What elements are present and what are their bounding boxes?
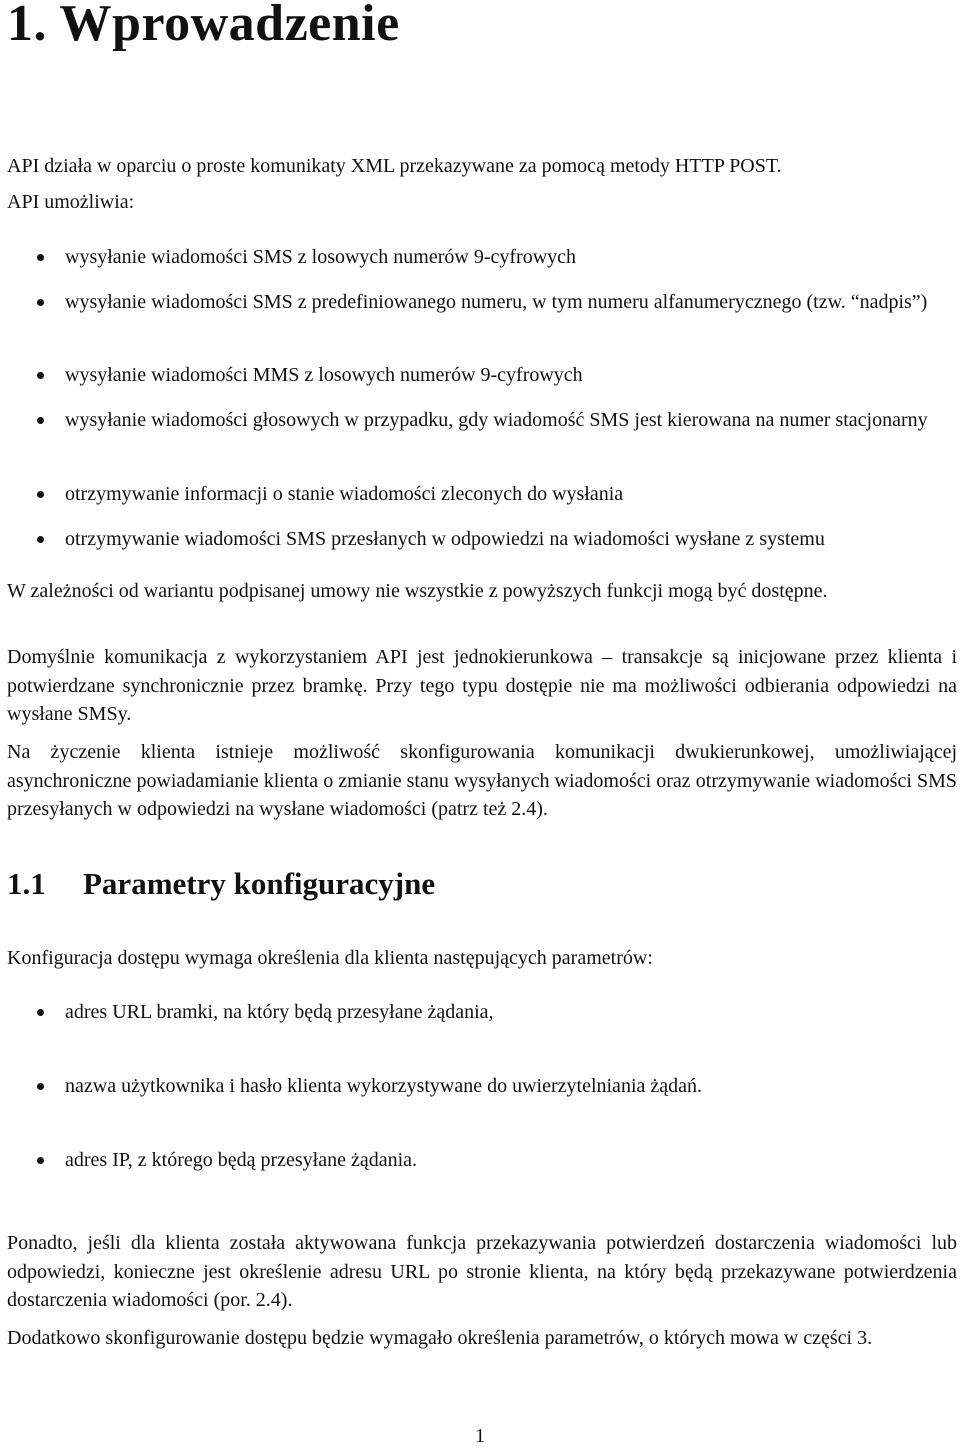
bullet-icon: [37, 1157, 44, 1164]
section-number: 1.1: [7, 866, 46, 901]
bullet-icon: [37, 491, 44, 498]
intro-paragraph-1: API działa w oparciu o proste komunikaty XML przekazywane za pomocą metody HTTP POST.: [7, 155, 782, 177]
list-item-text: otrzymywanie wiadomości SMS przesłanych w odpowiedzi na wiadomości wysłane z systemu: [65, 528, 825, 550]
page-number: 1: [475, 1425, 485, 1447]
list-item-text: wysyłanie wiadomości SMS z predefiniowanego numeru, w tym numeru alfanumerycznego (tzw. “nadpis”): [65, 291, 928, 313]
list-item-text: wysyłanie wiadomości głosowych w przypadku, gdy wiadomość SMS jest kierowana na numer stacjonarny: [65, 409, 928, 431]
list-item: [65, 243, 957, 272]
bullet-icon: [37, 1009, 44, 1016]
list-item: [65, 480, 957, 509]
communication-paragraph: Domyślnie komunikacja z wykorzystaniem API jest jednokierunkowa – transakcje są inicjowane przez klienta i potwierdzane synchronicznie przez bramkę. Przy tego typu dostępie nie ma możliwości odbierania odpowiedzi na wysłane SMSy.: [7, 646, 957, 725]
availability-paragraph: W zależności od wariantu podpisanej umowy nie wszystkie z powyższych funkcji mogą być dostępne.: [7, 580, 828, 602]
list-item-text: adres URL bramki, na który będą przesyłane żądania,: [65, 1001, 494, 1023]
intro-paragraph-2: API umożliwia:: [7, 191, 135, 213]
list-item-text: wysyłanie wiadomości MMS z losowych numerów 9-cyfrowych: [65, 364, 583, 386]
two-way-paragraph: Na życzenie klienta istnieje możliwość skonfigurowania komunikacji dwukierunkowej, umożliwiającej asynchroniczne powiadamianie klienta o zmianie stanu wysyłanych wiadomości oraz otrzymywanie wiadomości SMS przesyłanych w odpowiedzi na wysłane wiadomości (patrz też 2.4).: [7, 741, 957, 820]
bullet-icon: [37, 254, 44, 261]
list-item-text: nazwa użytkownika i hasło klienta wykorzystywane do uwierzytelniania żądań.: [65, 1075, 703, 1097]
list-item: [65, 1072, 957, 1101]
bullet-icon: [37, 417, 44, 424]
list-item-text: wysyłanie wiadomości SMS z losowych numerów 9-cyfrowych: [65, 246, 577, 268]
section-heading: [7, 866, 435, 902]
callback-paragraph: Ponadto, jeśli dla klienta została aktywowana funkcja przekazywania potwierdzeń dostarczenia wiadomości lub odpowiedzi, konieczne jest określenie adresu URL po stronie klienta, na który będą przekazywane potwierdzenia dostarczenia wiadomości (por. 2.4).: [7, 1232, 957, 1311]
chapter-heading: 1. Wprowadzenie: [7, 0, 400, 52]
bullet-icon: [37, 1083, 44, 1090]
config-intro-paragraph: Konfiguracja dostępu wymaga określenia dla klienta następujących parametrów:: [7, 947, 653, 969]
bullet-icon: [37, 536, 44, 543]
additional-paragraph: Dodatkowo skonfigurowanie dostępu będzie wymagało określenia parametrów, o których mowa w części 3.: [7, 1327, 873, 1349]
bullet-icon: [37, 299, 44, 306]
list-item: [65, 406, 957, 435]
list-item: [65, 361, 957, 390]
section-title: Parametry konfiguracyjne: [83, 866, 436, 901]
list-item: [65, 1146, 957, 1175]
list-item: [65, 525, 957, 554]
list-item-text: adres IP, z którego będą przesyłane żądania.: [65, 1149, 418, 1171]
bullet-icon: [37, 372, 44, 379]
list-item-text: otrzymywanie informacji o stanie wiadomości zleconych do wysłania: [65, 483, 624, 505]
list-item: [65, 288, 957, 317]
list-item: [65, 998, 957, 1027]
